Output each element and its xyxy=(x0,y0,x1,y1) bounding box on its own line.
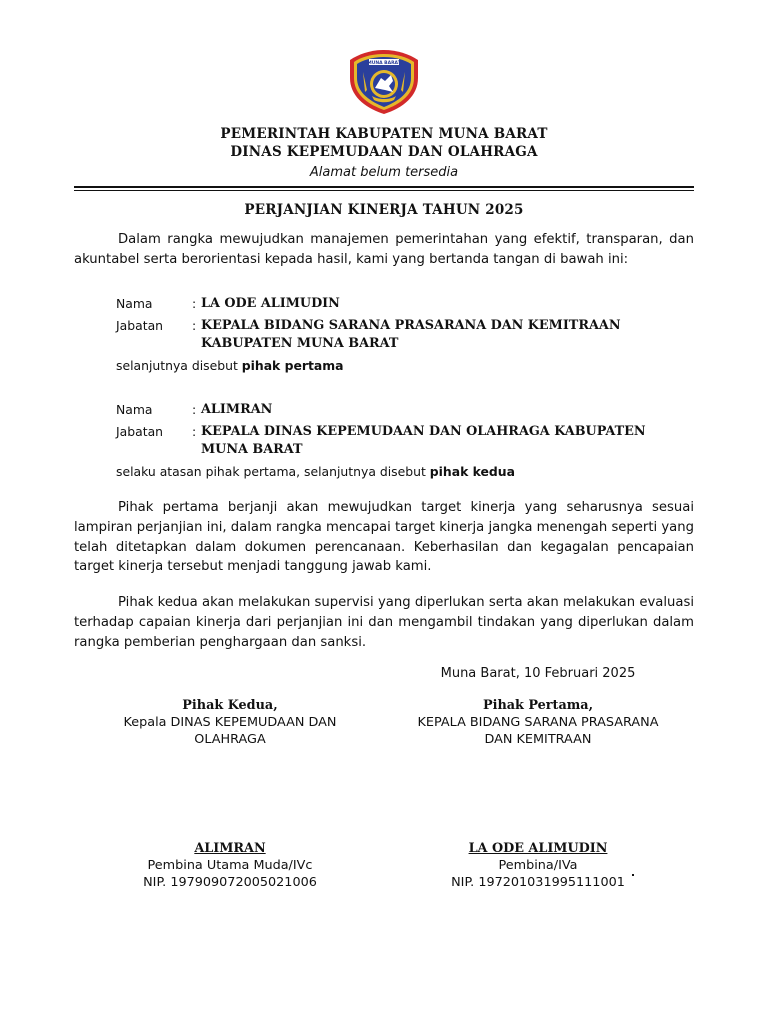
signature-left-name: ALIMRAN xyxy=(194,841,266,856)
kop-rule-thin xyxy=(74,190,694,191)
signature-right-position: KEPALA BIDANG SARANA PRASARANA DAN KEMITRAAN xyxy=(417,715,659,747)
signature-right-footer xyxy=(408,840,668,891)
party2-name-value: ALIMRAN xyxy=(201,402,273,417)
signature-left-nip: NIP. 197909072005021006 xyxy=(143,875,317,890)
party1-position-value: KEPALA BIDANG SARANA PRASARANA DAN KEMITRAAN KABUPATEN MUNA BARAT xyxy=(201,318,621,351)
commitment-paragraph: Pihak pertama berjanji akan mewujudkan target kinerja yang seharusnya sesuai lampiran perjanjian ini, dalam rangka mencapai target kinerja jangka menengah seperti yang telah ditetapkan dalam dokumen perencanaan. Keberhasilan dan kegagalan pencapaian target kinerja tersebut menjadi tanggung jawab kami. xyxy=(74,500,694,575)
signature-left-footer xyxy=(100,840,360,891)
regency-logo xyxy=(345,48,423,116)
signature-left-role: Pihak Kedua, xyxy=(182,698,278,713)
signature-left-rank: Pembina Utama Muda/IVc xyxy=(147,858,313,873)
party1-position-colon: : xyxy=(192,318,197,333)
logo-text: MUNA BARAT xyxy=(367,61,401,66)
intro-paragraph: Dalam rangka mewujudkan manajemen pemerintahan yang efektif, transparan, dan akuntabel serta berorientasi kepada hasil, kami yang bertanda tangan di bawah ini: xyxy=(74,232,694,267)
document-title: PERJANJIAN KINERJA TAHUN 2025 xyxy=(244,202,524,218)
party2-name-colon: : xyxy=(192,402,197,417)
party2-name-label: Nama xyxy=(116,402,153,417)
supervision-paragraph: Pihak kedua akan melakukan supervisi yang diperlukan serta akan melakukan evaluasi terhadap capaian kinerja dari perjanjian ini dan mengambil tindakan yang diperlukan dalam rangka pemberian penghargaan dan sanksi. xyxy=(74,595,694,650)
signature-right-rank: Pembina/IVa xyxy=(498,858,578,873)
party2-designation-text: selaku atasan pihak pertama, selanjutnya disebut xyxy=(116,464,430,479)
party1-name-value: LA ODE ALIMUDIN xyxy=(201,296,340,311)
kop-line-1: PEMERINTAH KABUPATEN MUNA BARAT xyxy=(220,126,548,142)
party1-position-label: Jabatan xyxy=(116,318,164,333)
stray-dot xyxy=(632,874,634,876)
party2-designation xyxy=(116,464,515,479)
party1-name-colon: : xyxy=(192,296,197,311)
party2-position-colon: : xyxy=(192,424,197,439)
party1-name-label: Nama xyxy=(116,296,153,311)
kop-line-2: DINAS KEPEMUDAAN DAN OLAHRAGA xyxy=(230,144,538,160)
party1-designation xyxy=(116,358,344,373)
signature-right-role: Pihak Pertama, xyxy=(482,698,594,713)
kop-address: Alamat belum tersedia xyxy=(309,165,459,180)
signature-left-header xyxy=(100,697,360,748)
signature-left-position: Kepala DINAS KEPEMUDAAN DAN OLAHRAGA xyxy=(123,715,337,747)
party2-position-value: KEPALA DINAS KEPEMUDAAN DAN OLAHRAGA KABUPATEN MUNA BARAT xyxy=(201,424,646,457)
signature-right-header xyxy=(408,697,668,748)
place-date: Muna Barat, 10 Februari 2025 xyxy=(440,666,636,681)
party1-designation-text: selanjutnya disebut xyxy=(116,358,242,373)
signature-right-name: LA ODE ALIMUDIN xyxy=(468,841,608,856)
party1-designation-term: pihak pertama xyxy=(241,358,344,373)
party2-designation-term: pihak kedua xyxy=(429,464,515,479)
signature-right-nip: NIP. 197201031995111001 xyxy=(451,875,625,890)
party2-position-label: Jabatan xyxy=(116,424,164,439)
kop-rule-thick xyxy=(74,186,694,188)
shield-emblem-icon xyxy=(345,48,423,116)
